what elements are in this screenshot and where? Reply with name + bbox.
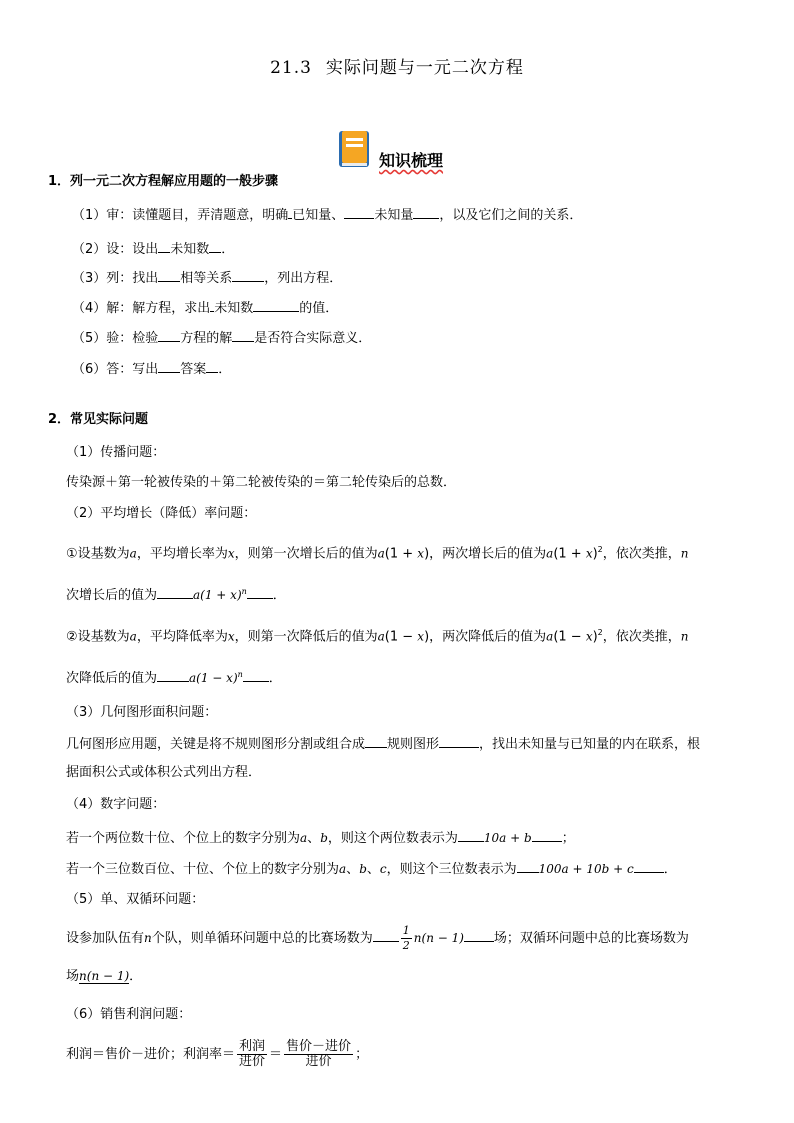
section2-heading: 2．常见实际问题	[48, 412, 149, 427]
geo-answer: 规则图形	[387, 737, 440, 752]
step-5: （5）验：检验 方程的解 是否符合实际意义．	[72, 327, 371, 349]
geo-title: （3）几何图形面积问题：	[66, 705, 218, 720]
page-title	[0, 58, 794, 78]
profit-line: 利润＝售价－进价；利润率＝ $\frac{\text{利润}}{\text{进价}}$ ＝ $\frac{\text{售价－进价}}{\text{进价}}$ ；	[66, 1039, 369, 1069]
step-2: （2）设：设出 未知数 ．	[72, 238, 234, 260]
growth-1-result: 次增长后的值为 $a(1 + x)^n$ ．	[66, 582, 286, 606]
geo-text-2: 据面积公式或体积公式列出方程．	[66, 765, 262, 780]
digit-line-2: 若一个三位数百位、十位、个位上的数字分别为a、b、c，则这个三位数表示为 100a + 10b + c ．	[66, 858, 677, 880]
step-1: （1）审：读懂题目，弄清题意，明确 已知量、 未知量 ，以及它们之间的关系．	[72, 204, 582, 226]
digit-line-1: 若一个两位数十位、个位上的数字分别为a、b，则这个两位数表示为 10a + b ；	[66, 827, 575, 849]
title-text: 实际问题与一元二次方程	[325, 58, 524, 78]
loop-title: （5）单、双循环问题：	[66, 892, 205, 907]
digit-title: （4）数字问题：	[66, 797, 166, 812]
step-2-answer: 未知数	[170, 242, 210, 257]
step-3: （3）列：找出 相等关系 ，列出方程．	[72, 267, 342, 289]
step-3-answer: 相等关系	[180, 271, 233, 286]
growth-1-line: ①设基数为a，平均增长率为x，则第一次增长后的值为a(1 + x)，两次增长后的值为$a(1 + x)^2$，依次类推，n	[66, 545, 689, 562]
geo-text-1: 几何图形应用题，关键是将不规则图形分割或组合成 规则图形 ，找出未知量与已知量的内在联系，根	[66, 733, 700, 755]
growth-title: （2）平均增长（降低）率问题：	[66, 506, 257, 521]
spread-text: 传染源＋第一轮被传染的＋第二轮被传染的＝第二轮传染后的总数．	[66, 475, 457, 490]
spread-title: （1）传播问题：	[66, 445, 166, 460]
loop-line-2: 场n(n − 1)．	[66, 969, 143, 984]
growth-2-line: ②设基数为a，平均降低率为x，则第一次降低后的值为a(1 − x)，两次降低后的值为$a(1 - x)^2$，依次类推，n	[66, 628, 689, 645]
step-6: （6）答：写出 答案 ．	[72, 358, 231, 380]
book-icon	[338, 130, 370, 168]
step-4-answer: 未知数	[214, 301, 254, 316]
growth-2-result: 次降低后的值为 $a(1 - x)^n$ ．	[66, 665, 282, 689]
section1-heading: 1．列一元二次方程解应用题的一般步骤	[48, 174, 279, 189]
step-4: （4）解：解方程，求出 未知数 的值．	[72, 297, 338, 319]
profit-title: （6）销售利润问题：	[66, 1007, 192, 1022]
loop-line: 设参加队伍有n个队，则单循环问题中总的比赛场数为 $\frac{1}{2}$ n(n − 1) 场；双循环问题中总的比赛场数为	[66, 924, 689, 952]
title-number: 21.3	[270, 58, 312, 78]
step-5-answer: 方程的解	[180, 331, 233, 346]
step-1-answer-2: 未知量	[374, 208, 414, 223]
step-6-answer: 答案	[180, 362, 207, 377]
step-1-answer-1: 已知量	[292, 208, 332, 223]
badge-label: 知识梳理	[379, 151, 444, 170]
